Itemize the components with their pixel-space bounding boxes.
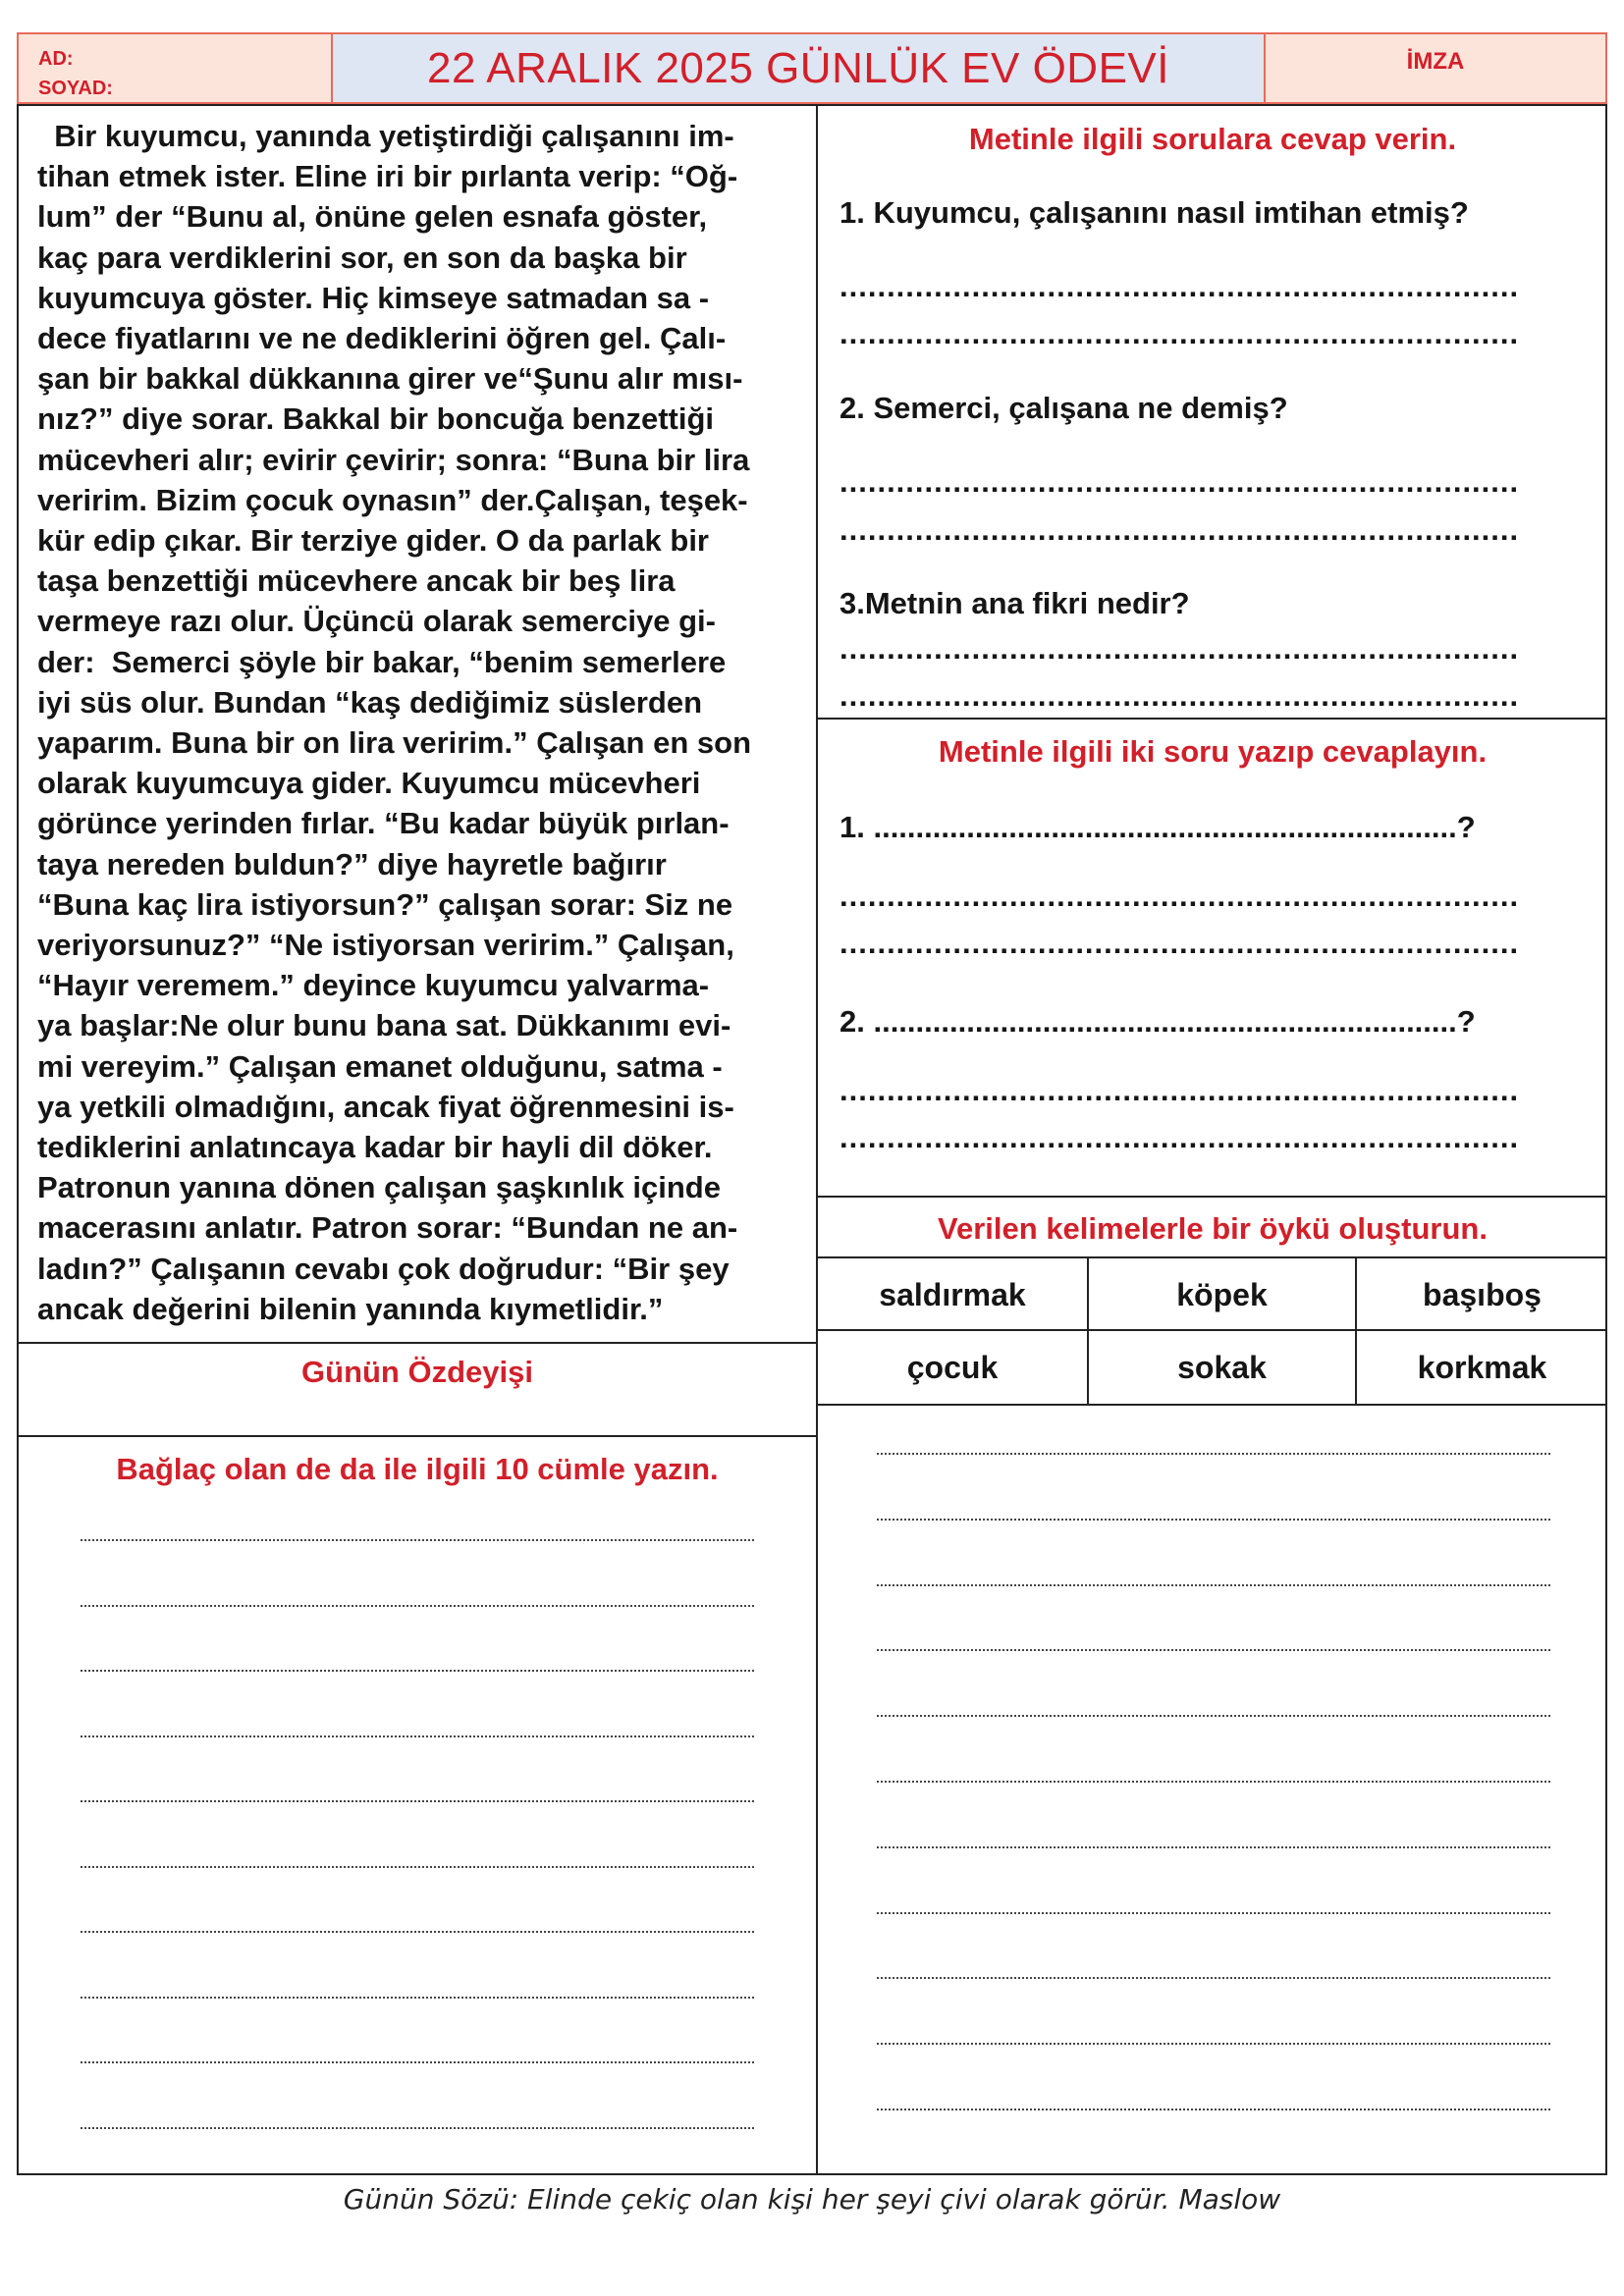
story-line: Patronun yanına dönen çalışan şaşkınlık içinde [37,1170,721,1205]
story-line: ladın?” Çalışanın cevabı çok doğrudur: “Bir şey [37,1251,730,1286]
conjunction-write-line[interactable] [81,1997,754,1999]
write-answer-2-line-1[interactable]: ........................................................................ [839,1073,1520,1107]
story-line: veriyorsunuz?” “Ne istiyorsan veririm.” Çalışan, [37,928,734,963]
word-cell: saldırmak [879,1276,1026,1312]
question-2: 2. Semerci, çalışana ne demiş? [839,391,1288,425]
conjunction-write-line[interactable] [81,1670,754,1672]
story-line: lum” der “Bunu al, önüne gelen esnafa göster, [37,199,708,235]
write-question-1[interactable]: 1. .....................................................................? [839,810,1476,844]
story-write-line[interactable] [877,1715,1550,1717]
quote-box-title: Günün Özdeyişi [301,1355,533,1389]
story-write-line[interactable] [877,1519,1550,1521]
signature-box[interactable] [1264,32,1607,104]
question-3: 3.Metnin ana fikri nedir? [839,586,1190,620]
surname-label: SOYAD: [38,78,113,99]
word-cell: köpek [1176,1276,1268,1312]
story-line: dece fiyatlarını ve ne dediklerini öğren gel. Çalı- [37,321,727,356]
story-line: görünce yerinden fırlar. “Bu kadar büyük pırlan- [37,806,730,841]
divider-questions-bottom [816,718,1607,720]
story-line: tihan etmek ister. Eline iri bir pırlanta verip: “Oğ- [37,159,738,194]
word-cell: çocuk [906,1349,999,1385]
story-write-line[interactable] [877,1977,1550,1979]
conjunction-write-line[interactable] [81,2061,754,2063]
title-box [333,32,1264,104]
word-cell: başıboş [1423,1276,1542,1312]
story-line: kür edip çıkar. Bir terziye gider. O da parlak bir [37,523,709,559]
answer-2-line-2[interactable]: ........................................................................ [839,512,1520,547]
write-answer-2-line-2[interactable]: ........................................................................ [839,1120,1520,1154]
story-line: şan bir bakkal dükkanına girer ve“Şunu alır mısı- [37,361,743,397]
divider-story-bottom [17,1342,818,1344]
answer-3-line-1[interactable]: ........................................................................ [839,631,1520,666]
story-line: tediklerini anlatıncaya kadar bir hayli dil döker. [37,1130,713,1165]
story-line: der: Semerci şöyle bir bakar, “benim semerlere [37,644,727,679]
question-1: 1. Kuyumcu, çalışanını nasıl imtihan etmiş? [839,195,1469,230]
footer-quote: Günün Sözü: Elinde çekiç olan kişi her şeyi çivi olarak görür. Maslow [343,2183,1281,2216]
story-line: veririm. Bizim çocuk oynasın” der.Çalışan, teşek- [37,482,748,517]
story-line: mücevheri alır; evirir çevirir; sonra: “Buna bir lira [37,442,750,477]
story-write-line[interactable] [877,1649,1550,1651]
story-line: taya nereden buldun?” diye hayretle bağırır [37,846,667,881]
story-write-line[interactable] [877,1453,1550,1455]
story-line: taşa benzettiği mücevhere ancak bir beş lira [37,563,676,599]
conjunction-write-line[interactable] [81,1931,754,1933]
story-line: nız?” diye sorar. Bakkal bir boncuğa benzettiği [37,401,715,437]
story-line: vermeye razı olur. Üçüncü olarak semerciye gi- [37,604,716,639]
story-write-line[interactable] [877,1781,1550,1783]
story-write-line[interactable] [877,1584,1550,1586]
story-line: yaparım. Buna bir on lira veririm.” Çalışan en son [37,725,752,761]
story-write-line[interactable] [877,1846,1550,1848]
story-line: “Hayır veremem.” deyince kuyumcu yalvarma- [37,968,710,1003]
conjunction-write-line[interactable] [81,1539,754,1541]
divider-write-questions-bottom [816,1196,1607,1198]
conjunction-write-line[interactable] [81,2127,754,2129]
conjunction-write-line[interactable] [81,1866,754,1868]
conjunction-write-line[interactable] [81,1605,754,1607]
story-line: ya yetkili olmadığını, ancak fiyat öğrenmesini is- [37,1089,734,1124]
story-write-line[interactable] [877,2043,1550,2045]
answer-3-line-2[interactable]: ........................................................................ [839,678,1520,713]
conjunction-write-line[interactable] [81,1735,754,1737]
story-write-line[interactable] [877,1912,1550,1914]
write-questions-title: Metinle ilgili iki soru yazıp cevaplayın. [938,734,1488,769]
word-cell: korkmak [1417,1349,1547,1385]
story-line: kaç para verdiklerini sor, en son da başka bir [37,240,687,275]
story-line: ancak değerini bilenin yanında kıymetlidir.” [37,1291,664,1326]
story-line: iyi süs olur. Bundan “kaş dediğimiz süslerden [37,684,703,720]
story-text [37,116,813,1329]
divider-quote-bottom [17,1435,818,1437]
conjunction-write-line[interactable] [81,1800,754,1802]
story-line: “Buna kaç lira istiyorsun?” çalışan sorar: Siz ne [37,886,733,922]
answer-2-line-1[interactable]: ........................................................................ [839,464,1520,499]
signature-label: İMZA [1406,48,1465,75]
story-line: mi vereyim.” Çalışan emanet olduğunu, satma - [37,1048,723,1084]
story-write-line[interactable] [877,2109,1550,2110]
questions-title: Metinle ilgili sorulara cevap verin. [968,122,1457,156]
page-title: 22 ARALIK 2025 GÜNLÜK EV ÖDEVİ [426,43,1170,92]
write-answer-1-line-2[interactable]: ........................................................................ [839,926,1520,960]
story-words-title: Verilen kelimelerle bir öykü oluşturun. [938,1211,1488,1246]
word-table-bottom [816,1404,1607,1406]
answer-1-line-2[interactable]: ........................................................................ [839,316,1520,350]
column-divider [816,104,818,2175]
conjunction-box-title: Bağlaç olan de da ile ilgili 10 cümle yazın. [116,1452,719,1486]
write-question-2[interactable]: 2. .....................................................................? [839,1004,1476,1039]
story-line: kuyumcuya göster. Hiç kimseye satmadan sa - [37,280,710,315]
name-field-box[interactable] [17,32,333,104]
story-line: ya başlar:Ne olur bunu bana sat. Dükkanımı evi- [37,1008,731,1043]
story-line: Bir kuyumcu, yanında yetiştirdiği çalışanını im- [37,119,734,153]
write-answer-1-line-1[interactable]: ........................................................................ [839,879,1520,913]
answer-1-line-1[interactable]: ........................................................................ [839,269,1520,303]
name-label: AD: [38,48,74,70]
word-cell: sokak [1177,1349,1267,1385]
story-line: olarak kuyumcuya gider. Kuyumcu mücevheri [37,766,701,801]
story-line: macerasını anlatır. Patron sorar: “Bundan ne an- [37,1210,738,1246]
